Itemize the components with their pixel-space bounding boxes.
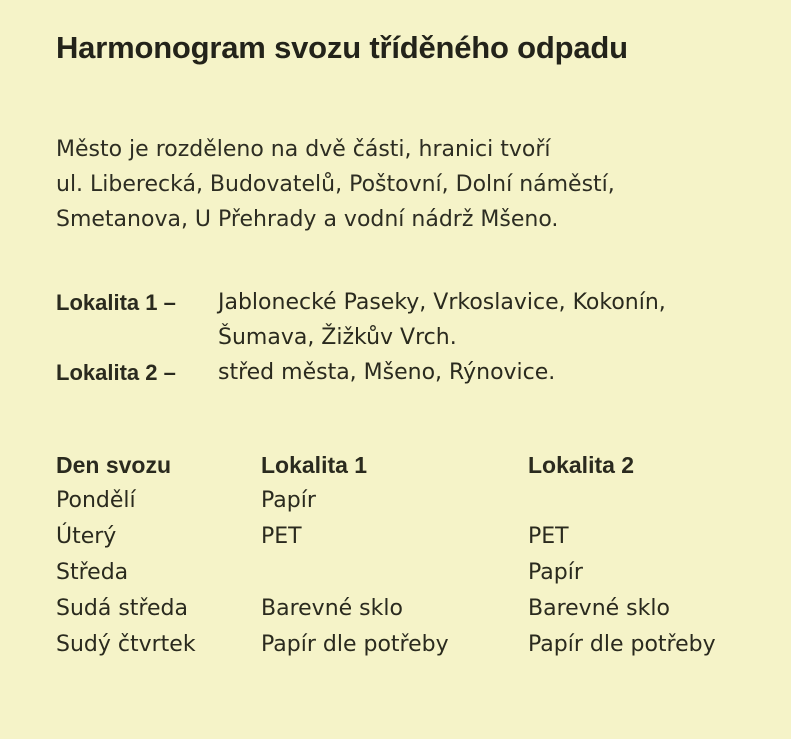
cell-day: Pondělí bbox=[56, 488, 136, 513]
intro-paragraph bbox=[56, 132, 771, 237]
cell-locality-2: Papír bbox=[528, 560, 583, 585]
table-row bbox=[56, 591, 771, 627]
cell-locality-2: PET bbox=[528, 524, 569, 549]
cell-day: Úterý bbox=[56, 524, 117, 549]
header-locality-2: Lokalita 2 bbox=[528, 452, 635, 478]
cell-locality-2: Papír dle potřeby bbox=[528, 632, 716, 657]
cell-day: Sudá středa bbox=[56, 596, 188, 621]
header-locality-1: Lokalita 1 bbox=[261, 452, 368, 478]
cell-day: Sudý čtvrtek bbox=[56, 632, 196, 657]
table-row bbox=[56, 627, 771, 663]
intro-line: Smetanova, U Přehrady a vodní nádrž Mšeno. bbox=[56, 207, 559, 232]
schedule-header-row bbox=[56, 447, 771, 483]
locality-description bbox=[218, 355, 555, 390]
table-row bbox=[56, 555, 771, 591]
page-title: Harmonogram svozu tříděného odpadu bbox=[56, 30, 628, 65]
locality-description bbox=[218, 285, 666, 355]
locality-line: střed města, Mšeno, Rýnovice. bbox=[218, 360, 556, 385]
schedule-table bbox=[56, 447, 771, 663]
table-row bbox=[56, 483, 771, 519]
cell-locality-1: Barevné sklo bbox=[261, 596, 403, 621]
document-page bbox=[56, 26, 771, 663]
intro-line: ul. Liberecká, Budovatelů, Poštovní, Dolní náměstí, bbox=[56, 172, 615, 197]
intro-line: Město je rozděleno na dvě části, hranici tvoří bbox=[56, 137, 551, 162]
cell-locality-1: PET bbox=[261, 524, 302, 549]
locality-line: Jablonecké Paseky, Vrkoslavice, Kokonín, bbox=[218, 290, 666, 315]
locality-label: Lokalita 2 – bbox=[56, 360, 176, 385]
cell-locality-1: Papír dle potřeby bbox=[261, 632, 449, 657]
cell-day: Středa bbox=[56, 560, 129, 585]
table-row bbox=[56, 519, 771, 555]
header-day: Den svozu bbox=[56, 452, 172, 478]
localities-list bbox=[56, 285, 771, 390]
locality-2 bbox=[56, 355, 771, 390]
cell-locality-2: Barevné sklo bbox=[528, 596, 670, 621]
cell-locality-1: Papír bbox=[261, 488, 316, 513]
cell-locality-1 bbox=[261, 555, 528, 591]
locality-line: Šumava, Žižkův Vrch. bbox=[218, 325, 457, 350]
locality-label: Lokalita 1 – bbox=[56, 290, 176, 315]
locality-1 bbox=[56, 285, 771, 355]
